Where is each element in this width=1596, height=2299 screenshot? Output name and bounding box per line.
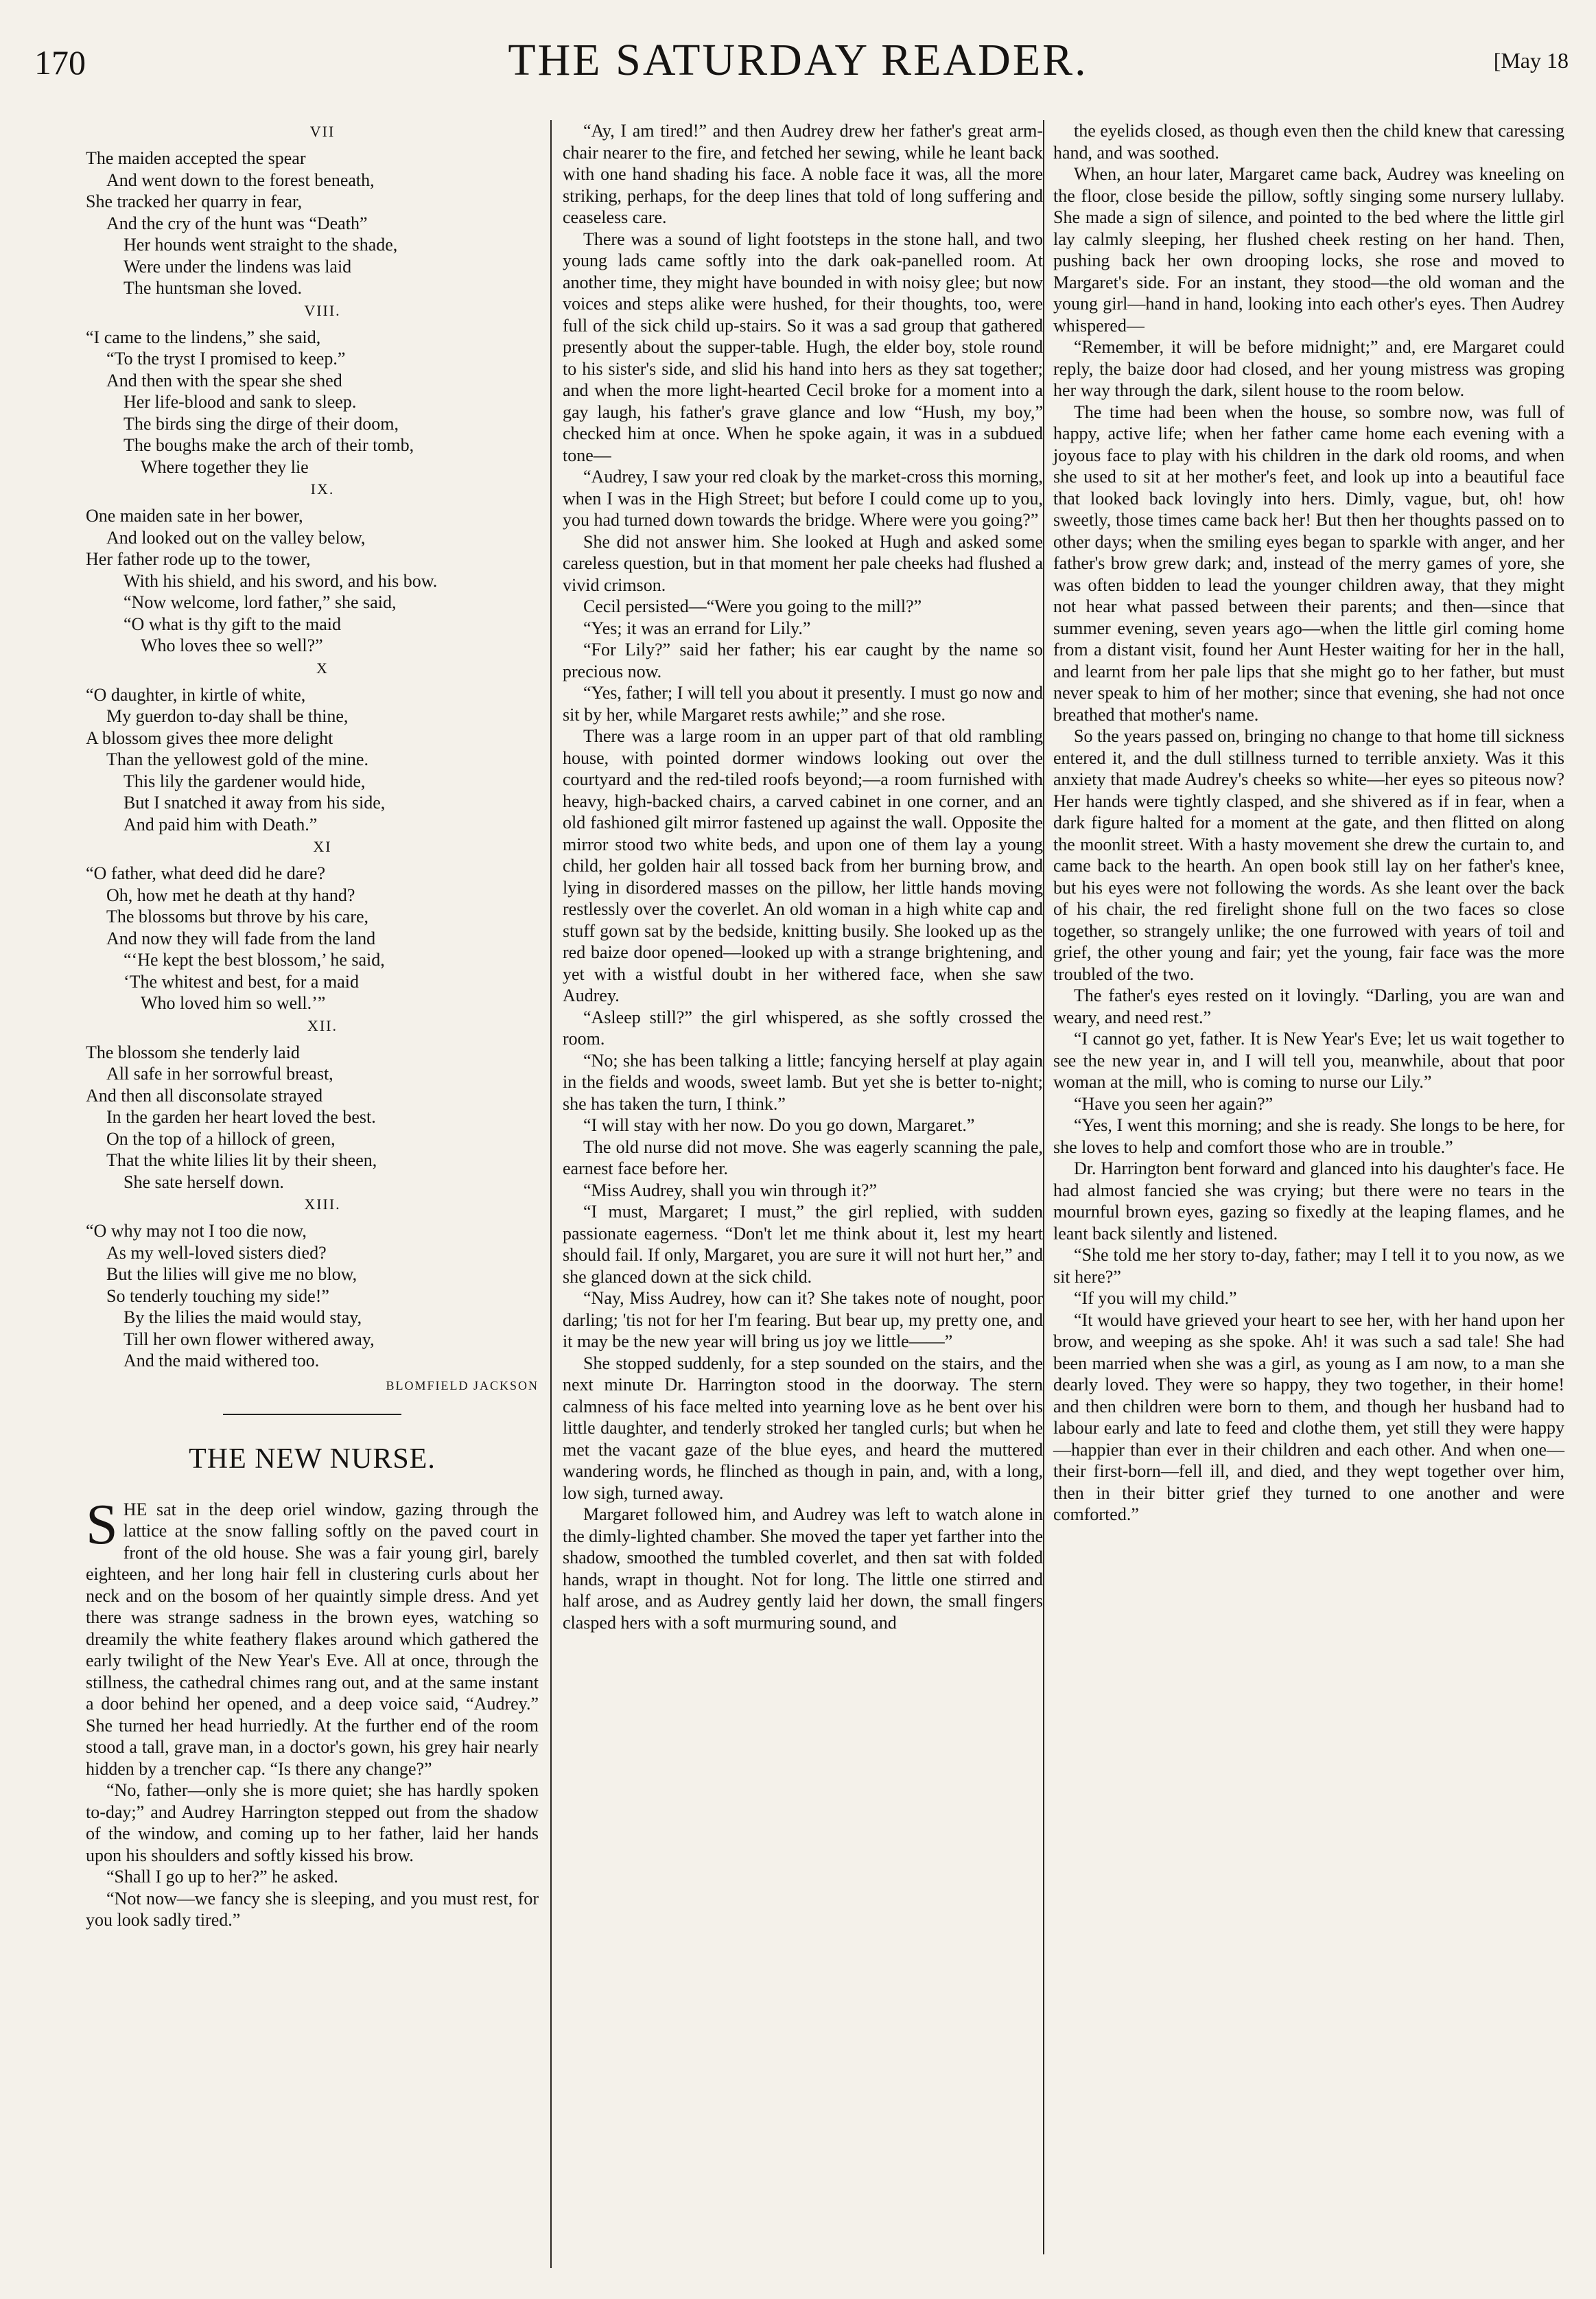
story-paragraph: The old nurse did not move. She was eagerly scanning the pale, earnest face before her. bbox=[563, 1136, 1043, 1178]
poem-line: “‘He kept the best blossom,’ he said, bbox=[124, 950, 385, 970]
story-paragraph: There was a sound of light footsteps in the stone hall, and two young lads came softly into the dark oak-panelled room. At another time, they might have bounded in with noisy glee; but now voices and steps alike were hushed, for their thoughts, too, were full of the sick child up-stairs. So it was a sad group that gathered presently about the supper-table. Hugh, the elder boy, stole round to his sister's side, and slid his hand into hers as they sat together; and when the more light-hearted Cecil broke for a moment into a gay laugh, his father's grave glance and low “Hush, my boy,” checked him at once. When he spoke again, it was in a subdued tone— bbox=[563, 229, 1043, 465]
poem-line: Who loves thee so well?” bbox=[141, 635, 323, 655]
story-paragraph: “It would have grieved your heart to see her, with her hand upon her brow, and weeping as she spoke. Ah! it was such a sad tale! She had been married when she was a girl, as young as I am now, to a man she dearly loved. They were so happy, they two together, in their home! and then children were born to them, and though her husband had to labour early and late to feed and clothe them, yet still they were happy—happier than ever in their children and each other. And when one—their first-born—fell ill, and died, and they wept together over him, then in their bitter grief they turned to one another and were comforted.” bbox=[1053, 1309, 1564, 1524]
poem-line: Till her own flower withered away, bbox=[124, 1329, 375, 1349]
poem-stanza bbox=[86, 1017, 539, 1193]
poem-line: Her hounds went straight to the shade, bbox=[124, 235, 398, 255]
poem-line: My guerdon to-day shall be thine, bbox=[106, 706, 349, 726]
story-paragraph: “No; she has been talking a little; fancying herself at play again in the fields and woods, sweet lamb. But yet she is better to-night; she has taken the turn, I think.” bbox=[563, 1050, 1043, 1114]
stanza-number: IX. bbox=[310, 480, 335, 498]
story-paragraph bbox=[86, 1492, 539, 1780]
poem-line: So tenderly touching my side!” bbox=[106, 1285, 329, 1306]
stanza-number: VIII. bbox=[304, 301, 341, 319]
poem-stanza bbox=[86, 838, 539, 1014]
story-paragraph: “Yes; it was an errand for Lily.” bbox=[583, 618, 811, 638]
story-paragraph: Margaret followed him, and Audrey was left to watch alone in the dimly-lighted chamber. She moved the taper yet farther into the shadow, smoothed the tumbled coverlet, and then sat with folded hands, wrapt in thought. Not for long. The little one stirred and half arose, and as Audrey gently laid her down, the small fingers clasped hers with a soft murmuring sound, and bbox=[563, 1504, 1043, 1633]
poem-stanza bbox=[86, 660, 539, 836]
story-paragraph: Cecil persisted—“Were you going to the mill?” bbox=[583, 596, 922, 616]
stanza-number: VII bbox=[309, 123, 336, 140]
poem-line: And the maid withered too. bbox=[124, 1351, 320, 1370]
poem-stanza bbox=[86, 1195, 539, 1372]
column-rule-1 bbox=[550, 120, 552, 2268]
story-title: THE NEW NURSE. bbox=[189, 1443, 436, 1475]
story-paragraph: “I cannot go yet, father. It is New Year's Eve; let us wait together to see the new year in, and I will tell you, meanwhile, about that poor woman at the mill, who is coming to nurse our Lily.” bbox=[1053, 1029, 1564, 1092]
story-paragraph: She stopped suddenly, for a step sounded on the stairs, and the next minute Dr. Harrington stood in the doorway. The stern calmness of his face melted into yearning love as he bent over his little daughter, and tenderly stroked her tangled curls; but when he met the vacant gaze of the blue eyes, and heard the muttered wandering words, he flinched as though in pain, and, with a long, low sigh, turned away. bbox=[563, 1353, 1043, 1503]
issue-date: [May 18 bbox=[1493, 48, 1569, 73]
poem-line: In the garden her heart loved the best. bbox=[106, 1107, 376, 1127]
story-paragraph: “Yes, father; I will tell you about it presently. I must go now and sit by her, while Margaret rests awhile;” and she rose. bbox=[563, 683, 1043, 725]
poem-line: One maiden sate in her bower, bbox=[86, 506, 303, 526]
page-header bbox=[27, 27, 1569, 110]
story-paragraph: So the years passed on, bringing no change to that home till sickness entered it, and the dull stillness turned to terrible anxiety. Was it this anxiety that made Audrey's cheeks so white—her eyes so piteous now? Her hands were tightly clasped, and she shivered as if in fear, when a dark figure halted for a moment at the gate, and then flitted on along the moonlit street. With a hasty movement she drew the curtain to, and came back to the hearth. An open book still lay on her father's knee, but his eyes were not following the words. As she leant over the back of his chair, the red firelight shone full on the two faces so close together, so strangely unlike; the one furrowed with years of toil and grief, the other young and fair; yet the young, fair face was the more troubled of the two. bbox=[1053, 726, 1564, 984]
poem-line: ‘The whitest and best, for a maid bbox=[124, 971, 359, 992]
story-paragraph: “Audrey, I saw your red cloak by the market-cross this morning, when I was in the High Street; but before I could come up to you, you had turned down towards the bridge. Where were you going?” bbox=[563, 467, 1043, 530]
poem-line: The blossom she tenderly laid bbox=[86, 1042, 300, 1062]
story-paragraph: “Ay, I am tired!” and then Audrey drew her father's great arm-chair nearer to the fire, and fetched her sewing, while he leant back with one hand shading his face. A noble face it was, all the more striking, perhaps, for the deep lines that told of long suffering and ceaseless care. bbox=[563, 121, 1043, 227]
poem-line: All safe in her sorrowful breast, bbox=[106, 1064, 333, 1084]
poem-stanza bbox=[86, 302, 539, 478]
stanza-number: XII. bbox=[307, 1016, 338, 1034]
section-divider bbox=[223, 1414, 401, 1415]
story-paragraph: There was a large room in an upper part of that old rambling house, with pointed dormer windows looking out over the courtyard and the red-tiled roofs beyond;—a room furnished with heavy, high-backed chairs, a carved cabinet in one corner, and an old fashioned gilt mirror fastened up against the wall. Opposite the mirror stood two white beds, and upon one of them lay a young child, her golden hair all tossed back from her burning brow, and lying in disordered masses on the pillow, her little hands moving restlessly over the coverlet. An old woman in a high white cap and stuff gown sat by the bedside, knitting busily. She looked up as the red baize door opened—looked up with a strange brightening, and yet with a wistful doubt in her withered face, when she saw Audrey. bbox=[563, 726, 1043, 1005]
poem-line: “O what is thy gift to the maid bbox=[124, 614, 342, 634]
poem-line: And the cry of the hunt was “Death” bbox=[106, 213, 368, 233]
story-paragraph: “Yes, I went this morning; and she is ready. She longs to be here, for she loves to help and comfort those who are in trouble.” bbox=[1053, 1115, 1564, 1157]
poem-line: A blossom gives thee more delight bbox=[86, 727, 333, 748]
paragraph-text: HE sat in the deep oriel window, gazing through the lattice at the snow falling softly on the paved court in front of the old house. She was a fair young girl, barely eighteen, and her long hair fell in clustering curls about her neck and on the bosom of her quaintly simple dress. And yet there was strange sadness in the brown eyes, watching so dreamily the white feathery flakes around which gathered the early twilight of the New Year's Eve. All at once, through the stillness, the cathedral chimes rang out, and at the same instant a door behind her opened, and a deep voice said, “Audrey.” She turned her head hurriedly. At the further end of the room stood a tall, grave man, in a doctor's gown, his grey hair nearly hidden by a trencher cap. “Is there any change?” bbox=[86, 1499, 539, 1779]
story-paragraph: “Remember, it will be before midnight;” and, ere Margaret could reply, the baize door had closed, and her young mistress was groping her way through the dark, silent house to the room below. bbox=[1053, 337, 1564, 400]
story-paragraph: “No, father—only she is more quiet; she has hardly spoken to-day;” and Audrey Harrington stepped out from the shadow of the window, and coming up to her father, laid her hands upon his shoulders and softly kissed his brow. bbox=[86, 1780, 539, 1865]
story-paragraph: “If you will my child.” bbox=[1074, 1288, 1237, 1308]
story-column-2 bbox=[563, 120, 1043, 1633]
poem-line: And then with the spear she shed bbox=[106, 370, 342, 390]
poem-stanza bbox=[86, 480, 539, 657]
poem-line: “O why may not I too die now, bbox=[86, 1221, 307, 1241]
story-paragraph: the eyelids closed, as though even then the child knew that caressing hand, and was soothed. bbox=[1053, 121, 1564, 163]
column-rule-2 bbox=[1043, 120, 1044, 2254]
poem-line: “To the tryst I promised to keep.” bbox=[106, 349, 346, 369]
story-paragraph: She did not answer him. She looked at Hugh and asked some careless question, but in that moment her pale cheeks had flushed a vivid crimson. bbox=[563, 531, 1043, 595]
story-column-1 bbox=[86, 1492, 539, 1931]
poem-attribution: BLOMFIELD JACKSON bbox=[386, 1378, 539, 1392]
poem-line: The blossoms but throve by his care, bbox=[106, 907, 368, 926]
poem-line: That the white lilies lit by their sheen, bbox=[106, 1150, 377, 1170]
poem-line: This lily the gardener would hide, bbox=[124, 771, 366, 791]
poem-line: As my well-loved sisters died? bbox=[106, 1242, 327, 1263]
poem-line: But I snatched it away from his side, bbox=[124, 793, 386, 813]
poem-line: The huntsman she loved. bbox=[124, 278, 302, 298]
poem-line: The boughs make the arch of their tomb, bbox=[124, 435, 414, 455]
stanza-number: XI bbox=[313, 838, 332, 855]
story-paragraph: Dr. Harrington bent forward and glanced into his daughter's face. He had almost fancied she was crying; but there were no tears in the mournful brown eyes, gazing so fixedly at the leaping flames, and he leant back silently and listened. bbox=[1053, 1158, 1564, 1244]
poem-line: Oh, how met he death at thy hand? bbox=[106, 885, 355, 905]
poem-line: And went down to the forest beneath, bbox=[106, 170, 375, 190]
stanza-number: XIII. bbox=[304, 1195, 341, 1213]
story-paragraph: “I will stay with her now. Do you go down, Margaret.” bbox=[583, 1115, 975, 1135]
poem-line: And looked out on the valley below, bbox=[106, 527, 366, 548]
poem-stanza bbox=[86, 123, 539, 299]
story-paragraph: “Not now—we fancy she is sleeping, and you must rest, for you look sadly tired.” bbox=[86, 1888, 539, 1930]
story-paragraph: “She told me her story to-day, father; may I tell it to you now, as we sit here?” bbox=[1053, 1245, 1564, 1287]
story-paragraph: When, an hour later, Margaret came back, Audrey was kneeling on the floor, close beside the pillow, softly singing some nursery lullaby. She made a sign of silence, and pointed to the bed where the little girl lay calmly sleeping, her flushed cheek resting on her hand. Then, pushing back her own drooping locks, she rose and moved to Margaret's side. For an instant, they stood—the old woman and the young girl—hand in hand, looking into each other's eyes. Then Audrey whispered— bbox=[1053, 164, 1564, 336]
story-paragraph: “Nay, Miss Audrey, how can it? She takes note of nought, poor darling; 'tis not for her I'm fearing. But bear up, my pretty one, and it may be the new year will bring us joy we little——” bbox=[563, 1288, 1043, 1351]
story-column-3 bbox=[1053, 120, 1564, 1526]
story-paragraph: “For Lily?” said her father; his ear caught by the name so precious now. bbox=[563, 640, 1043, 681]
poem-line: She sate herself down. bbox=[124, 1171, 284, 1192]
poem-line: But the lilies will give me no blow, bbox=[106, 1264, 357, 1284]
column-1 bbox=[86, 120, 539, 1931]
poem-line: And now they will fade from the land bbox=[106, 928, 376, 948]
poem-line: And paid him with Death.” bbox=[124, 814, 318, 835]
drop-cap: S bbox=[86, 1492, 118, 1556]
poem-line: Her father rode up to the tower, bbox=[86, 549, 311, 569]
story-paragraph: The time had been when the house, so sombre now, was full of happy, active life; when her father came home each evening with a joyous face to play with his children in the dark old rooms, and when she used to sit at her mother's feet, and look up into a beautiful face that looked back lovingly into hers. Dimly, vague, but, oh! how sweetly, those times came back her! But then her thoughts passed on to other days; when the smiling eyes began to sparkle with anger, and her father's brow grew dark; and, instead of the merry games of yore, she was often bidden to lead the younger children away, that they might not hear what passed between their parents; and then—since that summer evening, seven years ago—when the little girl coming home from a distant visit, found her Aunt Hester waiting for her in the hall, and learnt from her pale lips that she might go to her father, but must never speak to him of her mother; since that evening, she had not once breathed that mother's name. bbox=[1053, 401, 1564, 725]
poem-line: The birds sing the dirge of their doom, bbox=[124, 413, 399, 434]
publication-title: THE SATURDAY READER. bbox=[508, 35, 1088, 85]
poem-line: By the lilies the maid would stay, bbox=[124, 1307, 362, 1327]
poem-line: “I came to the lindens,” she said, bbox=[86, 327, 321, 347]
poem bbox=[86, 123, 539, 1372]
poem-line: “O father, what deed did he dare? bbox=[86, 863, 326, 883]
stanza-number: X bbox=[316, 659, 329, 677]
poem-line: And then all disconsolate strayed bbox=[86, 1085, 323, 1106]
poem-line: Than the yellowest gold of the mine. bbox=[106, 749, 368, 769]
poem-line: With his shield, and his sword, and his bow. bbox=[124, 570, 438, 591]
poem-line: Were under the lindens was laid bbox=[124, 256, 352, 277]
page-number: 170 bbox=[34, 43, 86, 82]
poem-line: The maiden accepted the spear bbox=[86, 148, 306, 168]
poem-line: “O daughter, in kirtle of white, bbox=[86, 684, 306, 705]
story-paragraph: “I must, Margaret; I must,” the girl replied, with sudden passionate eagerness. “Don't let me think about it, lest my heart should fail. If only, Margaret, you are sure it will not hurt her,” and she glanced down at the sick child. bbox=[563, 1202, 1043, 1287]
poem-line: On the top of a hillock of green, bbox=[106, 1128, 336, 1149]
poem-line: Who loved him so well.’” bbox=[141, 993, 326, 1013]
poem-line: Her life-blood and sank to sleep. bbox=[124, 392, 357, 412]
story-paragraph: “Asleep still?” the girl whispered, as she softly crossed the room. bbox=[563, 1007, 1043, 1049]
column-2 bbox=[563, 120, 1043, 1633]
story-paragraph: “Have you seen her again?” bbox=[1074, 1093, 1274, 1114]
story-paragraph: “Shall I go up to her?” he asked. bbox=[106, 1867, 338, 1887]
poem-line: Where together they lie bbox=[141, 456, 309, 477]
column-3 bbox=[1053, 120, 1564, 1526]
story-paragraph: “Miss Audrey, shall you win through it?” bbox=[583, 1180, 877, 1200]
story-paragraph: The father's eyes rested on it lovingly. “Darling, you are wan and weary, and need rest.” bbox=[1053, 985, 1564, 1027]
poem-line: “Now welcome, lord father,” she said, bbox=[124, 592, 397, 612]
poem-line: She tracked her quarry in fear, bbox=[86, 191, 303, 211]
